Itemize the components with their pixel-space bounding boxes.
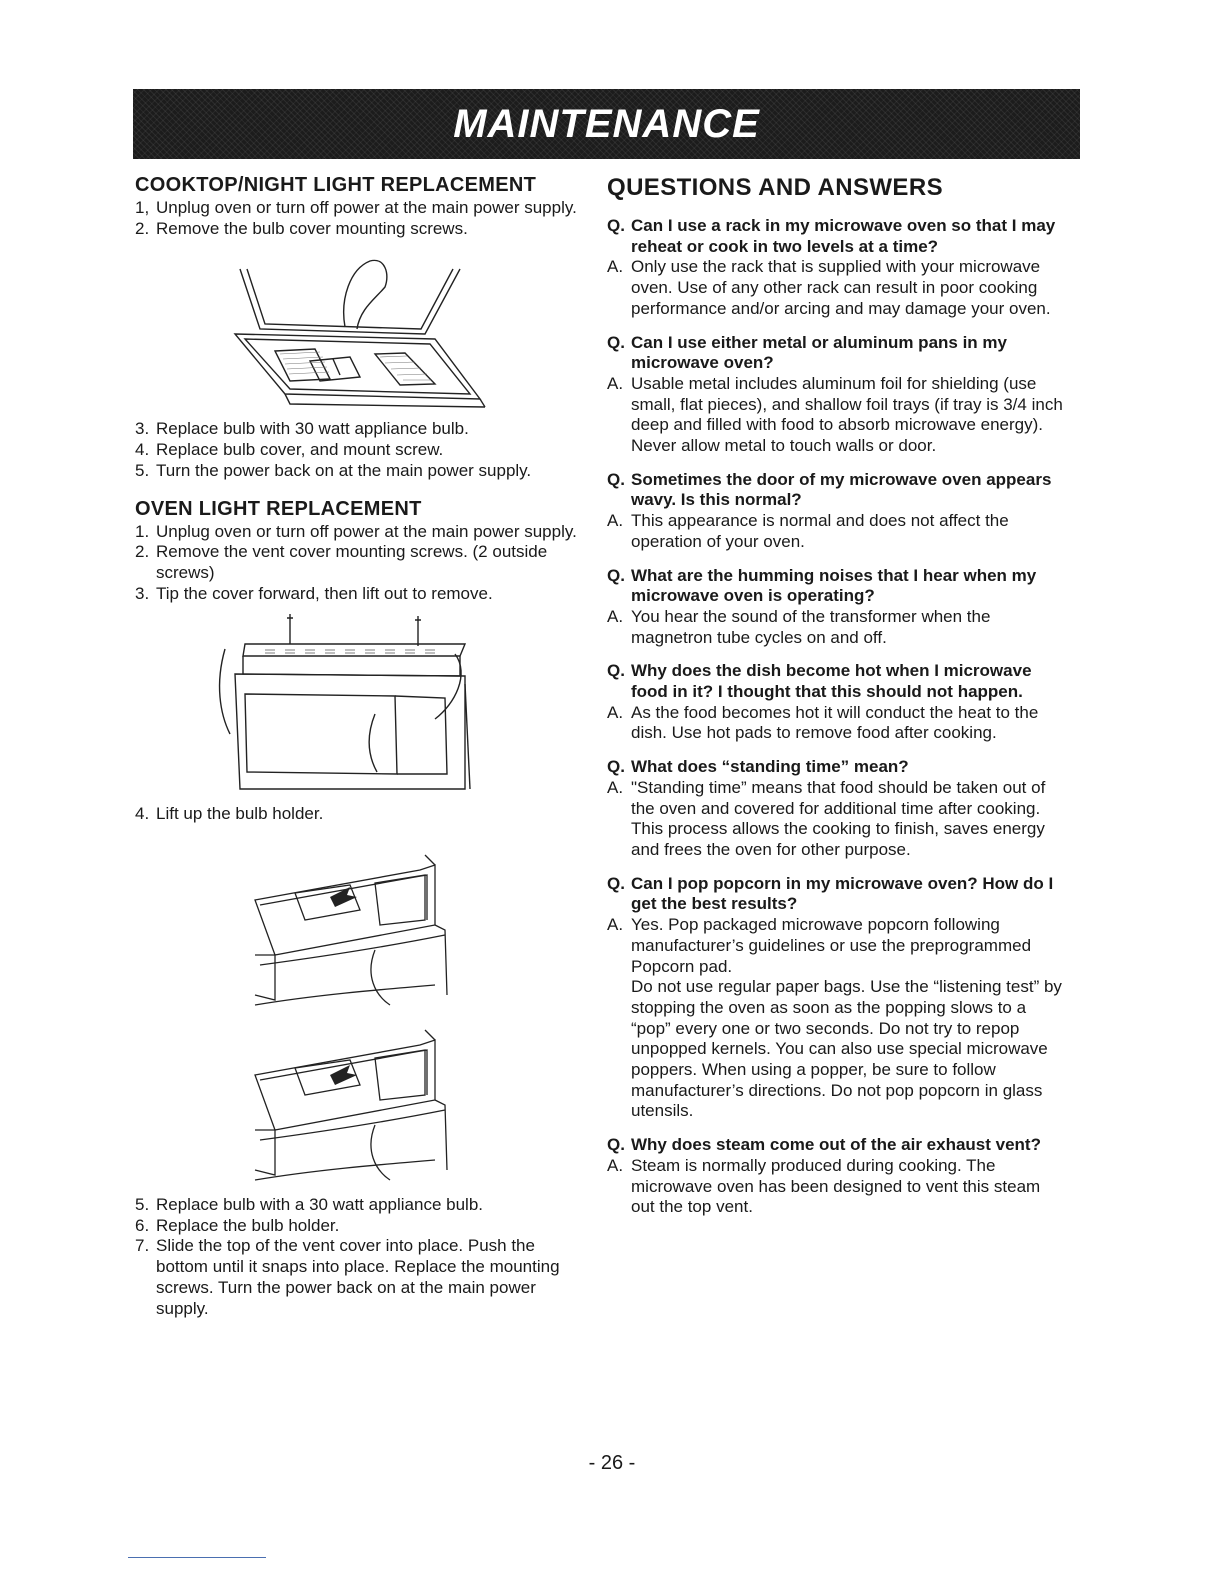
step-item <box>135 804 585 825</box>
step-item <box>135 219 585 240</box>
answer <box>607 511 1067 552</box>
answer-prefix: A. <box>607 915 624 935</box>
qa-item <box>607 661 1067 744</box>
left-column <box>135 172 585 1319</box>
question-text: What are the humming noises that I hear when my microwave oven is operating? <box>631 565 1037 606</box>
step-number: 4. <box>135 804 150 824</box>
question-prefix: Q. <box>607 216 625 235</box>
question <box>607 661 1067 702</box>
step-number: 5. <box>135 460 150 480</box>
cooktop-light-illustration <box>135 239 585 419</box>
step-text: Replace the bulb holder. <box>156 1215 340 1235</box>
oven-steps-b <box>135 804 585 825</box>
right-column <box>607 172 1067 1218</box>
cooktop-steps-b <box>135 419 585 481</box>
step-number: 5. <box>135 1195 150 1215</box>
qa-item <box>607 874 1067 1122</box>
step-item <box>135 198 585 219</box>
question-text: Can I use either metal or aluminum pans in my microwave oven? <box>631 332 1007 373</box>
answer-text: Only use the rack that is supplied with your microwave oven. Use of any other rack can result in poor cooking performance and/or arcing and may damage your oven. <box>631 257 1051 318</box>
oven-steps-c <box>135 1195 585 1319</box>
question-text: Sometimes the door of my microwave oven appears wavy. Is this normal? <box>631 469 1052 510</box>
step-number: 3. <box>135 419 150 439</box>
question <box>607 874 1067 915</box>
step-text: Unplug oven or turn off power at the main power supply. <box>156 521 577 541</box>
page-title: MAINTENANCE <box>453 101 760 146</box>
step-text: Slide the top of the vent cover into place. Push the bottom until it snaps into place. Replace the mounting screws. Turn the power back on at the main power supply. <box>156 1236 560 1318</box>
answer <box>607 915 1067 1122</box>
step-text: Lift up the bulb holder. <box>156 804 324 824</box>
question <box>607 757 1067 778</box>
question-text: Why does the dish become hot when I microwave food in it? I thought that this should not happen. <box>631 661 1032 702</box>
qa-item <box>607 1135 1067 1218</box>
step-number: 3. <box>135 583 150 603</box>
question <box>607 470 1067 511</box>
step-number: 4. <box>135 440 150 460</box>
answer-text: As the food becomes hot it will conduct the heat to the dish. Use hot pads to remove food after cooking. <box>631 702 1039 743</box>
question-prefix: Q. <box>607 332 625 352</box>
qa-item <box>607 757 1067 861</box>
section-banner <box>133 89 1080 159</box>
answer-prefix: A. <box>607 257 624 277</box>
answer <box>607 703 1067 744</box>
step-text: Unplug oven or turn off power at the main power supply. <box>156 198 577 217</box>
qa-list <box>607 216 1067 1218</box>
question-prefix: Q. <box>607 565 625 585</box>
step-item <box>135 419 585 440</box>
step-number: 6. <box>135 1215 150 1235</box>
answer <box>607 778 1067 861</box>
footer-rule <box>128 1557 266 1558</box>
answer-text: Steam is normally produced during cooking. The microwave oven has been designed to vent this steam out the top vent. <box>631 1155 1041 1217</box>
question-text: Can I pop popcorn in my microwave oven? How do I get the best results? <box>631 873 1054 914</box>
answer-text: "Standing time” means that food should be taken out of the oven and covered for additional time after cooking. This process allows the cooking to finish, saves energy and frees the oven for other purpose. <box>631 777 1046 859</box>
bulb-holder-illustration <box>135 825 585 1195</box>
question <box>607 216 1067 257</box>
answer-prefix: A. <box>607 702 624 722</box>
answer <box>607 607 1067 648</box>
step-number: 1, <box>135 198 150 217</box>
question-text: What does “standing time” mean? <box>631 757 909 777</box>
question-prefix: Q. <box>607 469 625 489</box>
answer-text: You hear the sound of the transformer when the magnetron tube cycles on and off. <box>631 606 991 647</box>
answer-prefix: A. <box>607 777 624 797</box>
answer <box>607 257 1067 319</box>
question-text: Why does steam come out of the air exhaust vent? <box>631 1135 1041 1155</box>
qa-item <box>607 216 1067 320</box>
answer-text: This appearance is normal and does not affect the operation of your oven. <box>631 511 1009 551</box>
step-text: Replace bulb with a 30 watt appliance bulb. <box>156 1195 483 1215</box>
step-text: Remove the vent cover mounting screws. (2 outside screws) <box>156 542 548 582</box>
question-prefix: Q. <box>607 1135 625 1155</box>
answer-text: Usable metal includes aluminum foil for shielding (use small, flat pieces), and shallow foil trays (if tray is 3/4 inch deep and filled with food to absorb microwave energy). Never allow metal to touch walls or door. <box>631 373 1063 456</box>
oven-steps-a <box>135 522 585 605</box>
step-item <box>135 542 585 583</box>
step-number: 1. <box>135 521 150 541</box>
qa-item <box>607 333 1067 457</box>
step-text: Replace bulb with 30 watt appliance bulb. <box>156 419 469 439</box>
step-item <box>135 440 585 461</box>
step-text: Replace bulb cover, and mount screw. <box>156 440 444 460</box>
answer-prefix: A. <box>607 373 624 393</box>
question-prefix: Q. <box>607 757 625 777</box>
step-number: 7. <box>135 1236 150 1256</box>
question <box>607 333 1067 374</box>
question-prefix: Q. <box>607 873 625 893</box>
oven-light-heading: OVEN LIGHT REPLACEMENT <box>135 497 422 520</box>
answer-prefix: A. <box>607 1155 624 1175</box>
qa-item <box>607 470 1067 553</box>
step-text: Turn the power back on at the main power supply. <box>156 460 532 480</box>
step-number: 2. <box>135 542 150 562</box>
cooktop-steps-a <box>135 198 585 239</box>
answer-prefix: A. <box>607 606 624 626</box>
step-item <box>135 1236 585 1319</box>
page-number: - 26 - <box>588 1452 636 1474</box>
step-item <box>135 522 585 543</box>
question <box>607 566 1067 607</box>
question <box>607 1135 1067 1156</box>
answer <box>607 1156 1067 1218</box>
cooktop-heading: COOKTOP/NIGHT LIGHT REPLACEMENT <box>135 174 537 196</box>
qa-heading: QUESTIONS AND ANSWERS <box>607 174 943 201</box>
qa-item <box>607 566 1067 649</box>
question-text: Can I use a rack in my microwave oven so that I may reheat or cook in two levels at a time? <box>631 216 1056 256</box>
step-item <box>135 1216 585 1237</box>
answer-text: Do not use regular paper bags. Use the “listening test” by stopping the oven as soon as the popping slows to a “pop” every one or two seconds. Do not try to repop unpopped kernels. You can also use special microwave poppers. When using a popper, be sure to follow manufacturer’s directions. Do not pop popcorn in glass utensils. <box>631 977 1062 1121</box>
question-prefix: Q. <box>607 661 625 681</box>
step-number: 2. <box>135 218 150 238</box>
step-item <box>135 461 585 482</box>
step-text: Tip the cover forward, then lift out to remove. <box>156 583 493 603</box>
answer <box>607 374 1067 457</box>
answer-prefix: A. <box>607 511 624 531</box>
step-text: Remove the bulb cover mounting screws. <box>156 218 468 238</box>
step-item <box>135 1195 585 1216</box>
vent-cover-removal-illustration <box>135 604 585 804</box>
answer-text: Yes. Pop packaged microwave popcorn following manufacturer’s guidelines or use the preprogrammed Popcorn pad. <box>631 915 1032 976</box>
step-item <box>135 584 585 605</box>
